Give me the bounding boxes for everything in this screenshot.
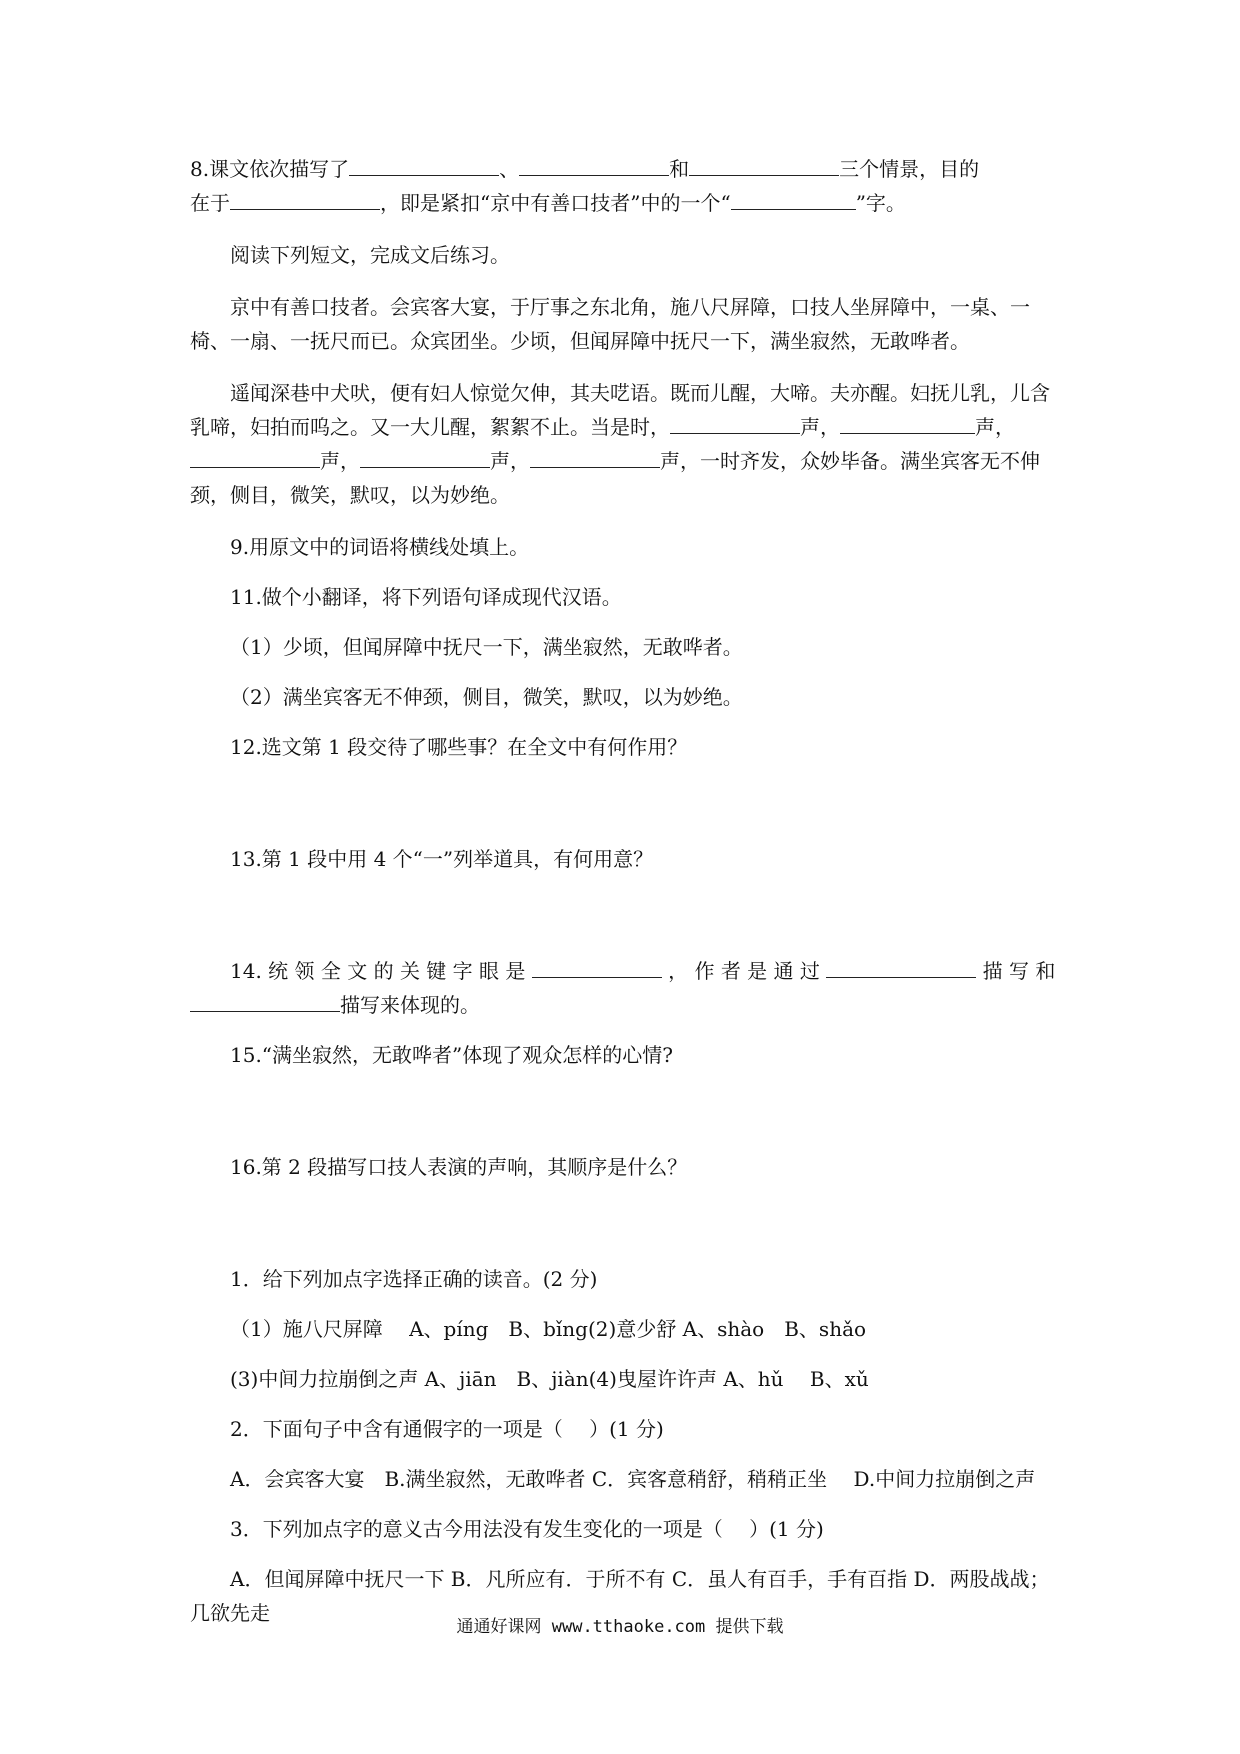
sheng-label: 声	[660, 449, 680, 473]
mcq-3: 3．下列加点字的意义古今用法没有发生变化的一项是（ ）(1 分)	[230, 1517, 824, 1541]
question-13: 13.第 1 段中用 4 个“一”列举道具，有何用意？	[230, 847, 654, 871]
answer-blank[interactable]	[519, 153, 669, 176]
mcq-1-line-1: （1）施八尺屏障 A、píng B、bǐng(2)意少舒 A、shào B、shǎo	[230, 1317, 867, 1341]
answer-blank[interactable]	[190, 445, 320, 468]
answer-blank[interactable]	[349, 153, 499, 176]
passage-paragraph-2	[190, 376, 1062, 512]
sheng-label: 声	[800, 415, 820, 439]
reading-intro: 阅读下列短文，完成文后练习。	[230, 243, 510, 267]
sheng-label: 声	[320, 449, 340, 473]
answer-space[interactable]	[190, 876, 1062, 938]
question-14-text: 描 写 和	[982, 959, 1056, 983]
mcq-1: 1．给下列加点字选择正确的读音。(2 分)	[230, 1267, 598, 1291]
q8-text: 在于	[190, 191, 230, 215]
answer-blank[interactable]	[230, 187, 380, 210]
q8-line2	[190, 186, 1062, 220]
answer-blank[interactable]	[840, 411, 975, 434]
page-footer: 通通好课网 www.tthaoke.com 提供下载	[456, 1617, 784, 1637]
answer-blank[interactable]	[190, 989, 340, 1012]
separator: ，	[340, 449, 360, 473]
answer-blank[interactable]	[689, 153, 839, 176]
document-content	[190, 152, 1062, 1630]
mcq-2: 2．下面句子中含有通假字的一项是（ ）(1 分)	[230, 1417, 664, 1441]
mcq-2-options: A．会宾客大宴 B.满坐寂然，无敢哗者 C．宾客意稍舒，稍稍正坐 D.中间力拉崩倒之声	[230, 1467, 1036, 1491]
answer-blank[interactable]	[532, 955, 662, 978]
question-15: 15.“满坐寂然，无敢哗者”体现了观众怎样的心情?	[230, 1043, 673, 1067]
question-14-text: 描写来体现的。	[340, 993, 480, 1017]
question-16: 16.第 2 段描写口技人表演的声响，其顺序是什么？	[230, 1155, 688, 1179]
answer-space[interactable]	[190, 1072, 1062, 1134]
sheng-label: 声	[975, 415, 995, 439]
separator: ，	[820, 415, 840, 439]
sheng-label: 声	[490, 449, 510, 473]
question-11-item-2: （2）满坐宾客无不伸颈，侧目，微笑，默叹，以为妙绝。	[230, 685, 743, 709]
passage-paragraph-1: 京中有善口技者。会宾客大宴，于厅事之东北角，施八尺屏障，口技人坐屏障中，一桌、一椅、一扇、一抚尺而已。众宾团坐。少顷，但闻屏障中抚尺一下，满坐寂然，无敢哗者。	[190, 295, 1030, 353]
question-14-line2	[190, 988, 1062, 1022]
mcq-3-options: A．但闻屏障中抚尺一下 B．凡所应有．于所不有 C．虽人有百手，手有百指 D．两股战战；几欲先走	[190, 1567, 1050, 1625]
q8-text: ，即是紧扣“京中有善口技者”中的一个“	[380, 191, 731, 215]
q8-text: 三个情景，目的	[839, 157, 980, 181]
q8-text: 8.课文依次描写了	[190, 157, 350, 181]
q8-and: 和	[669, 157, 690, 181]
answer-blank[interactable]	[731, 187, 856, 210]
passage-text: 遥闻深巷中犬吠，便有妇人惊觉欠伸，其夫呓语。既而儿醒，大啼。夫亦醒。妇抚儿乳，儿含乳啼，妇拍而呜之。又一大儿醒，絮絮不止。当是时，	[190, 381, 1050, 439]
q8-line1	[190, 152, 1062, 186]
answer-space[interactable]	[190, 764, 1062, 826]
mcq-1-line-2: (3)中间力拉崩倒之声 A、jiān B、jiàn(4)曳屋许许声 A、hǔ B、xǔ	[230, 1367, 869, 1391]
answer-blank[interactable]	[826, 955, 976, 978]
question-9: 9.用原文中的词语将横线处填上。	[230, 535, 530, 559]
question-11: 11.做个小翻译，将下列语句译成现代汉语。	[230, 585, 622, 609]
question-12: 12.选文第 1 段交待了哪些事？在全文中有何作用？	[230, 735, 688, 759]
answer-blank[interactable]	[360, 445, 490, 468]
answer-blank[interactable]	[530, 445, 660, 468]
question-14-line1	[190, 954, 1062, 988]
separator: ，	[995, 415, 1015, 439]
answer-space[interactable]	[190, 1184, 1062, 1246]
question-14-text: ， 作 者 是 通 过	[668, 959, 820, 983]
q8-text: ”字。	[855, 191, 906, 215]
question-11-item-1: （1）少顷，但闻屏障中抚尺一下，满坐寂然，无敢哗者。	[230, 635, 743, 659]
separator: ，	[510, 449, 530, 473]
answer-blank[interactable]	[670, 411, 800, 434]
q8-separator: 、	[499, 157, 520, 181]
question-14-text: 14. 统 领 全 文 的 关 键 字 眼 是	[230, 959, 526, 983]
passage-text: ，一时齐发，众妙毕备。满坐宾客无不伸颈，侧目，微笑，默叹，以为妙绝。	[190, 449, 1040, 507]
